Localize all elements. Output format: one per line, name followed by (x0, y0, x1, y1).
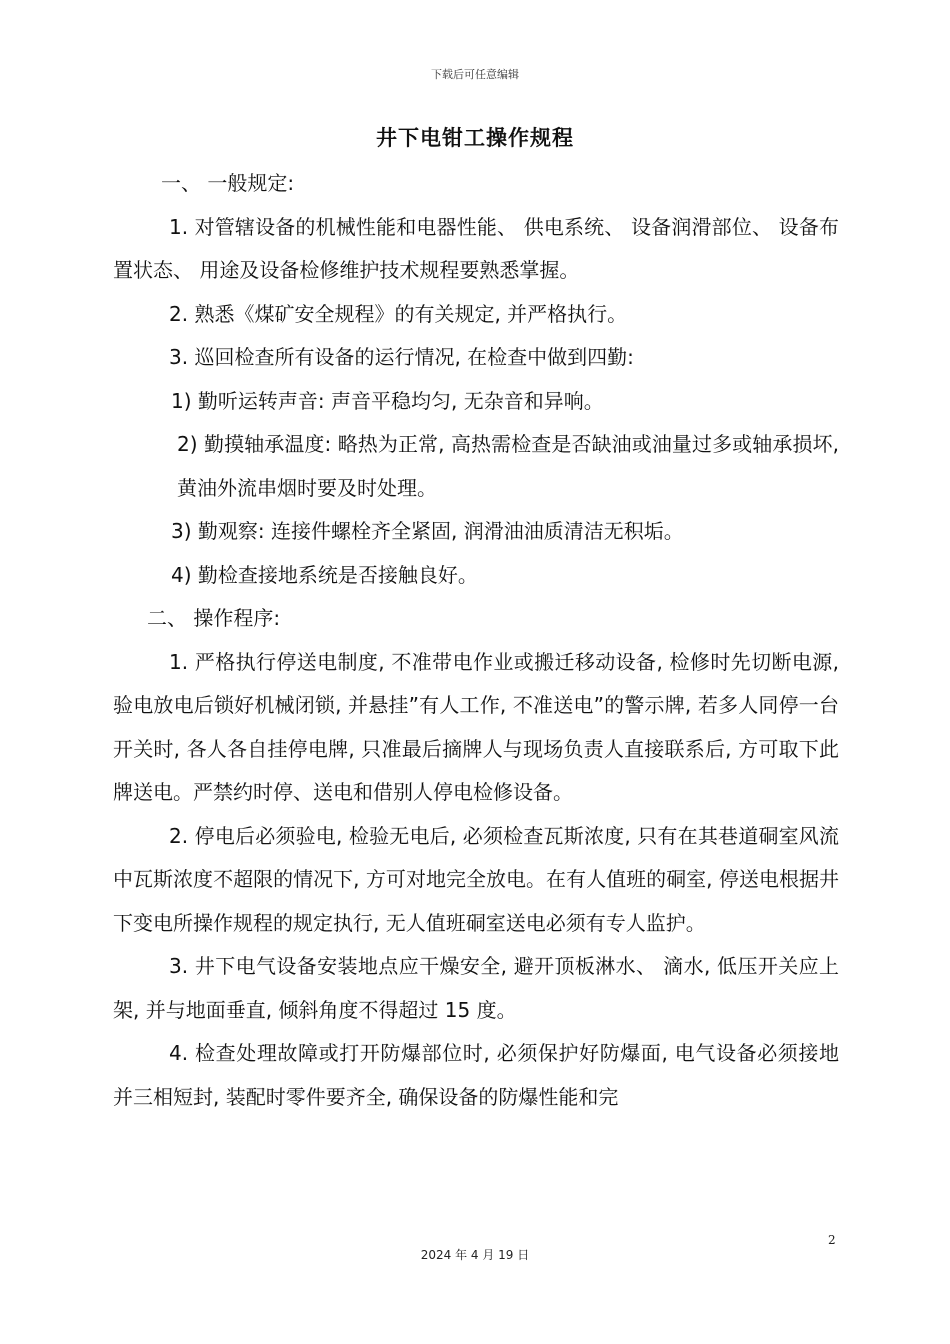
page-header: 下载后可任意编辑 (431, 68, 519, 81)
paragraph: 1. 严格执行停送电制度, 不准带电作业或搬迁移动设备, 检修时先切断电源, 验电放电后锁好机械闭锁, 并悬挂”有人工作, 不准送电”的警示牌, 若多人同停一台开关时, 各人各自挂停电牌, 只准最后摘牌人与现场负责人直接联系后, 方可取下此牌送电。严禁约时停、送电和借别人停电检修设备。 (113, 649, 839, 804)
sub-item: 4) 勤检查接地系统是否接触良好。 (171, 562, 478, 587)
sub-item: 3) 勤观察: 连接件螺栓齐全紧固, 润滑油油质清洁无积垢。 (171, 519, 684, 543)
section-heading: 二、 操作程序: (147, 606, 281, 630)
paragraph: 2. 熟悉《煤矿安全规程》的有关规定, 并严格执行。 (169, 301, 628, 326)
sub-item: 2) 勤摸轴承温度: 略热为正常, 高热需检查是否缺油或油量过多或轴承损坏, 黄油外流串烟时要及时处理。 (177, 432, 839, 500)
sub-item: 1) 勤听运转声音: 声音平稳均匀, 无杂音和异响。 (171, 388, 604, 413)
paragraph: 3. 井下电气设备安装地点应干燥安全, 避开顶板淋水、 滴水, 低压开关应上架, 并与地面垂直, 倾斜角度不得超过 15 度。 (113, 954, 839, 1022)
document-body (113, 162, 839, 1119)
paragraph: 2. 停电后必须验电, 检验无电后, 必须检查瓦斯浓度, 只有在其巷道硐室风流中瓦斯浓度不超限的情况下, 方可对地完全放电。在有人值班的硐室, 停送电根据井下变电所操作规程的规定执行, 无人值班硐室送电必须有专人监护。 (113, 823, 839, 935)
paragraph: 4. 检查处理故障或打开防爆部位时, 必须保护好防爆面, 电气设备必须接地并三相短封, 装配时零件要齐全, 确保设备的防爆性能和完 (113, 1041, 839, 1109)
document-title: 井下电钳工操作规程 (376, 126, 574, 150)
page-number: 2 (828, 1233, 836, 1247)
section-heading: 一、 一般规定: (161, 171, 295, 195)
paragraph: 3. 巡回检查所有设备的运行情况, 在检查中做到四勤: (169, 345, 634, 369)
paragraph: 1. 对管辖设备的机械性能和电器性能、 供电系统、 设备润滑部位、 设备布置状态、 用途及设备检修维护技术规程要熟悉掌握。 (113, 214, 839, 282)
page-footer-date: 2024 年 4 月 19 日 (420, 1248, 530, 1262)
